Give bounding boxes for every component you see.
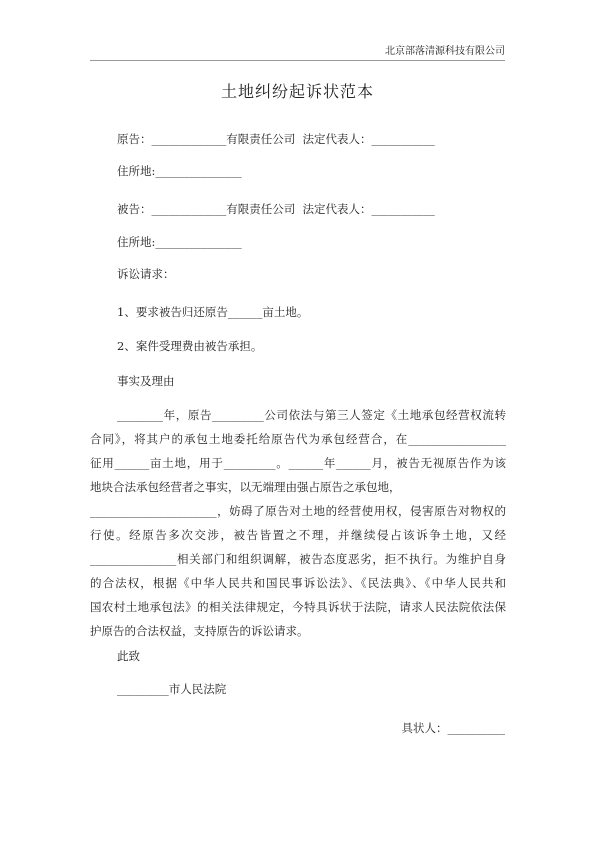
defendant-line: 被告：_____________有限责任公司 法定代表人：___________ [117, 202, 435, 216]
facts-line: ______________________，妨碍了原告对土地的经营使用权，侵害原告对物权的 [90, 504, 506, 518]
facts-line: 的合法权，根据《中华人民共和国民事诉讼法》、《民法典》、《中华人民共和 [90, 576, 506, 590]
defendant-address-line: 住所地:_______________ [117, 235, 242, 249]
plaintiff-line: 原告：_____________有限责任公司 法定代表人：___________ [117, 132, 435, 146]
claim-item-2: 2、案件受理费由被告承担。 [117, 339, 263, 353]
header-company: 北京部落清源科技有限公司 [385, 46, 505, 57]
facts-line: 地块合法承包经营者之事实，以无端理由强占原告之承包地， [90, 480, 401, 494]
plaintiff-address-line: 住所地:_______________ [117, 164, 242, 178]
facts-paragraph [90, 403, 506, 643]
facts-line: 护原告的合法权益，支持原告的诉讼请求。 [90, 624, 309, 638]
document-title: 土地纠纷起诉状范本 [220, 82, 374, 101]
facts-heading: 事实及理由 [117, 374, 175, 388]
facts-line: 合同》，将其户的承包土地委托给原告代为承包经营合，在_________________ [90, 432, 506, 446]
facts-line: ________年，原告_________公司依法与第三人签定《土地承包经营权流转 [117, 408, 506, 422]
claims-heading: 诉讼请求： [117, 267, 175, 281]
facts-line: 国农村土地承包法》的相关法律规定，今特具诉状于法院，请求人民法院依法保 [90, 600, 506, 614]
facts-line: 征用______亩土地，用于_________。______年______月，被告无视原告作为该 [90, 456, 506, 470]
header-divider [90, 60, 505, 61]
facts-line: _______________相关部门和组织调解，被告态度恶劣，拒不执行。为维护自身 [90, 552, 506, 566]
court-name: _________市人民法院 [117, 682, 227, 696]
closing-salutation: 此致 [117, 649, 140, 663]
facts-line: 行使。经原告多次交涉，被告皆置之不理，并继续侵占该诉争土地，又经 [90, 528, 506, 542]
signature-line: 具状人：__________ [401, 721, 505, 735]
claim-item-1: 1、要求被告归还原告______亩土地。 [117, 305, 309, 319]
